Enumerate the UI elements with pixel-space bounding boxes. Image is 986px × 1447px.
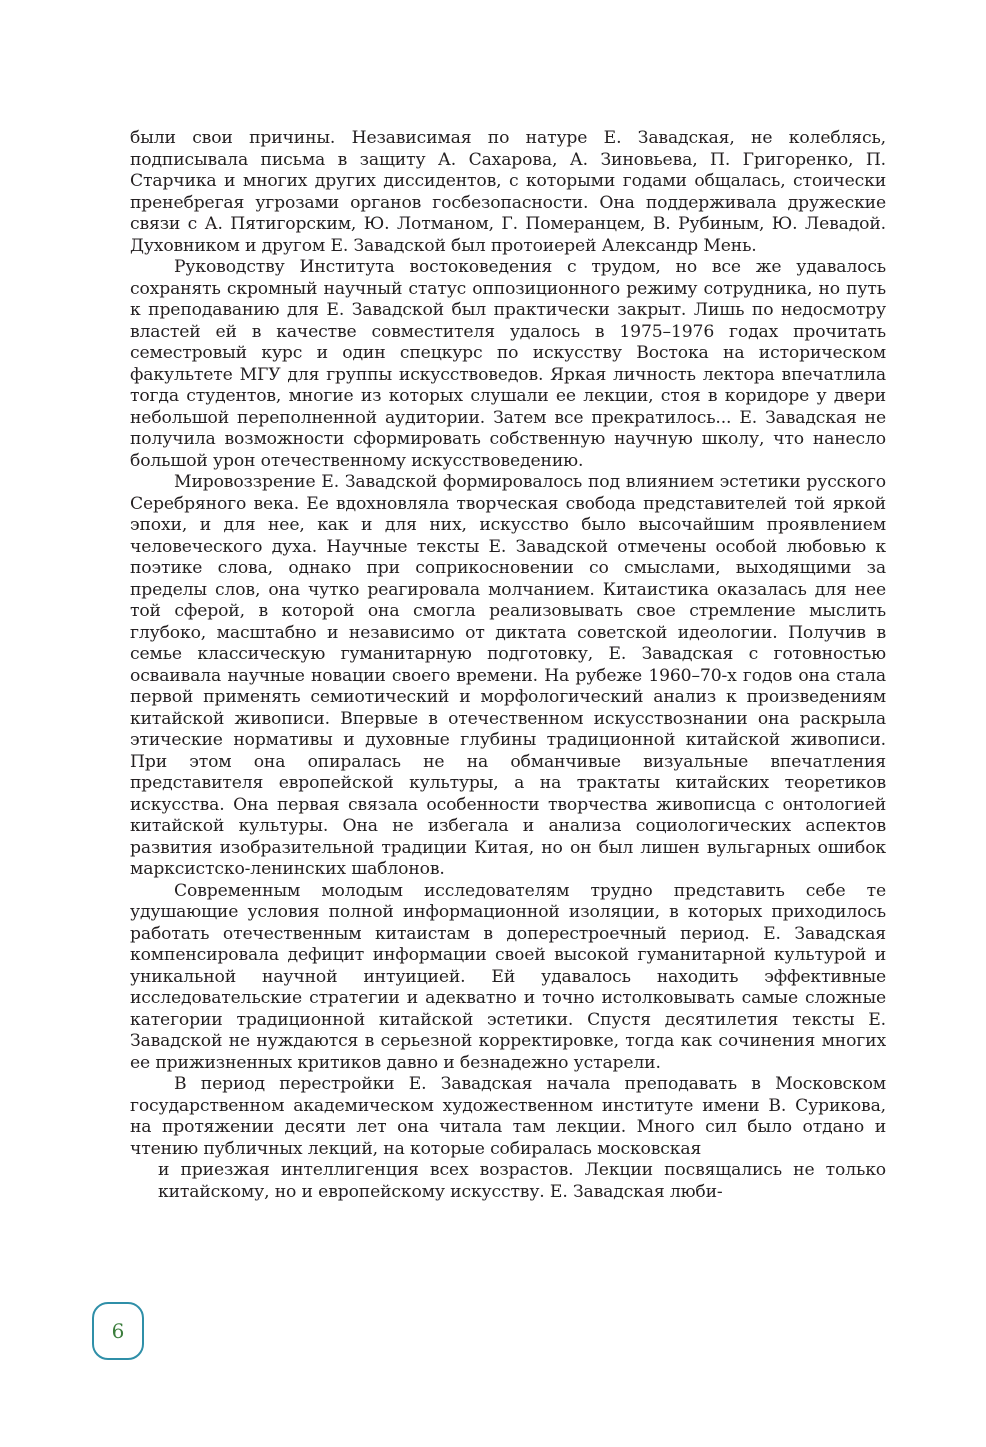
paragraph-6: и приезжая интеллигенция всех возрастов. Лекции посвящались не только китайскому, но и европейскому искусству. Е. Завадская люби- xyxy=(158,1160,886,1202)
paragraph-2: Руководству Института востоковедения с трудом, но все же удавалось сохранять скромный научный статус оппозиционного режиму сотрудника, но путь к преподаванию для Е. Завадской был практически закрыт. Лишь по недосмотру властей ей в качестве совместителя удалось в 1975–1976 годах прочитать семестровый курс и один спецкурс по искусству Востока на историческом факультете МГУ для группы искусствоведов. Яркая личность лектора впечатлила тогда студентов, многие из которых слушали ее лекции, стоя в коридоре у двери небольшой переполненной аудитории. Затем все прекратилось... Е. Завадская не получила возможности сформировать собственную научную школу, что нанесло большой урон отечественному искусствоведению. xyxy=(130,257,886,471)
paragraph-4: Современным молодым исследователям трудно представить себе те удушающие условия полной информационной изоляции, в которых приходилось работать отечественным китаистам в доперестроечный период. Е. Завадская компенсировала дефицит информации своей высокой гуманитарной культурой и уникальной научной интуицией. Ей удавалось находить эффективные исследовательские стратегии и адекватно и точно истолковывать самые сложные категории традиционной китайской эстетики. Спустя десятилетия тексты Е. Завадской не нуждаются в серьезной корректировке, тогда как сочинения многих ее прижизненных критиков давно и безнадежно устарели. xyxy=(130,880,886,1073)
paragraph-1: были свои причины. Независимая по натуре Е. Завадская, не колеблясь, подписывала письма в защиту А. Сахарова, А. Зиновьева, П. Григоренко, П. Старчика и многих других диссидентов, с которыми годами общалась, стоически пренебрегая угрозами органов госбезопасности. Она поддерживала дружеские связи с А. Пятигорским, Ю. Лотманом, Г. Померанцем, В. Рубиным, Ю. Левадой. Духовником и другом Е. Завадской был протоиерей Александр Мень. xyxy=(130,128,886,256)
paragraph-3: Мировоззрение Е. Завадской формировалось под влиянием эстетики русского Серебряного века. Ее вдохновляла творческая свобода представителей той яркой эпохи, и для нее, как и для них, искусство было высочайшим проявлением человеческого духа. Научные тексты Е. Завадской отмечены особой любовью к поэтике слова, однако при соприкосновении со смыслами, выходящими за пределы слов, она чутко реагировала молчанием. Китаистика оказалась для нее той сферой, в которой она смогла реализовывать свое стремление мыслить глубоко, масштабно и независимо от диктата советской идеологии. Получив в семье классическую гуманитарную подготовку, Е. Завадская с готовностью осваивала научные новации своего времени. На рубеже 1960–70-х годов она стала первой применять семиотический и морфологический анализ к произведениям китайской живописи. Впервые в отечественном искусствознании она раскрыла этические нормативы и духовные глубины традиционной китайской живописи. При этом она опиралась не на обманчивые визуальные впечатления представителя европейской культуры, а на трактаты китайских теоретиков искусства. Она первая связала особенности творчества живописца с онтологией китайской культуры. Она не избегала и анализа социологических аспектов развития изобразительной традиции Китая, но он был лишен вульгарных ошибок марксистско-ленинских шаблонов. xyxy=(130,472,886,879)
paragraph-5: В период перестройки Е. Завадская начала преподавать в Московском государственном академическом художественном институте имени В. Сурикова, на протяжении десяти лет она читала там лекции. Много сил было отдано и чтению публичных лекций, на которые собиралась московская xyxy=(130,1074,886,1159)
page-number: 6 xyxy=(111,1319,125,1343)
body-text xyxy=(130,128,886,1203)
page-number-frame xyxy=(92,1302,144,1360)
